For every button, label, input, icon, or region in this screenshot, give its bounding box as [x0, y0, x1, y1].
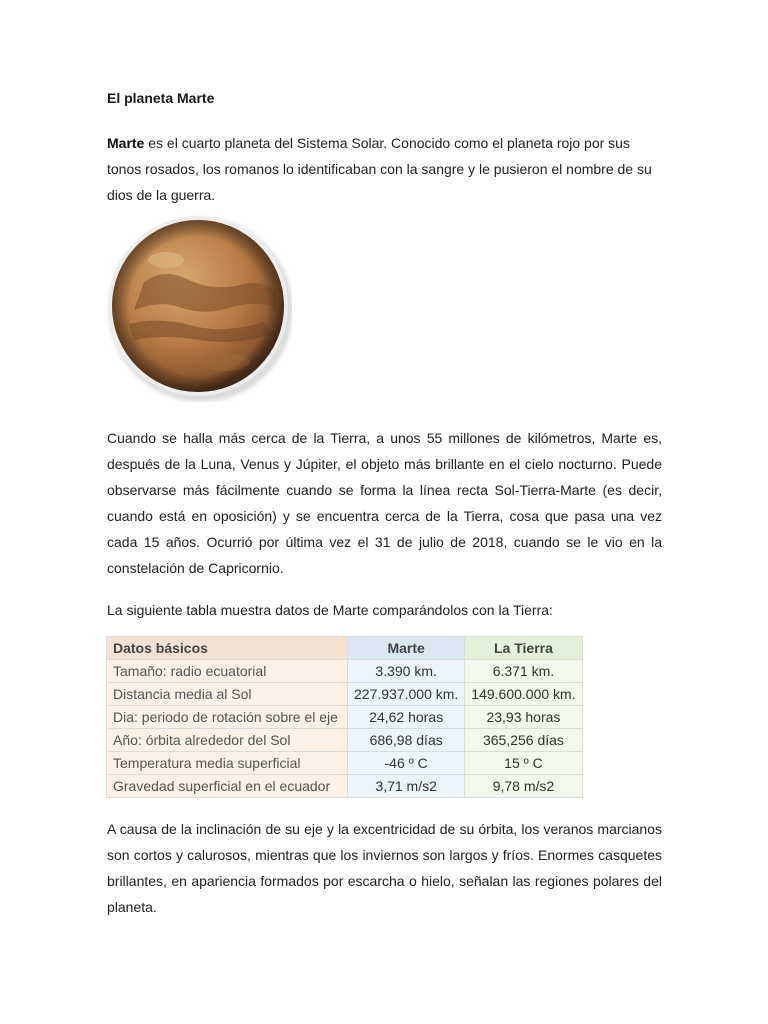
table-row: [107, 775, 583, 798]
table-header-row: [107, 637, 583, 660]
opposition-paragraph: Cuando se halla más cerca de la Tierra, a unos 55 millones de kilómetros, Marte es, después de la Luna, Venus y Júpiter, el objeto más brillante en el cielo nocturno. Puede observarse más fácilmente cuando se forma la línea recta Sol-Tierra-Marte (es decir, cuando está en oposición) y se encuentra cerca de la Tierra, cosa que pasa una vez cada 15 años. Ocurrió por última vez el 31 de julio de 2018, cuando se le vio en la constelación de Capricornio.: [107, 430, 662, 576]
earth-value: 9,78 m/s2: [465, 775, 582, 798]
mars-value: 24,62 horas: [348, 706, 465, 729]
mars-value: 3.390 km.: [348, 660, 465, 683]
page-title: El planeta Marte: [107, 90, 215, 106]
header-earth: La Tierra: [465, 637, 582, 660]
table-row: [107, 706, 583, 729]
mars-value: -46 º C: [348, 752, 465, 775]
row-label: Temperatura media superficial: [107, 752, 348, 775]
earth-value: 23,93 horas: [465, 706, 582, 729]
mars-value: 3,71 m/s2: [348, 775, 465, 798]
table-row: [107, 660, 583, 683]
mars-icon: [104, 212, 292, 402]
seasons-paragraph: A causa de la inclinación de su eje y la excentricidad de su órbita, los veranos marcianos son cortos y calurosos, mientras que los inviernos son largos y fríos. Enormes casquetes brillantes, en apariencia formados por escarcha o hielo, señalan las regiones polares del planeta.: [107, 821, 662, 915]
earth-value: 365,256 días: [465, 729, 582, 752]
mars-value: 686,98 días: [348, 729, 465, 752]
intro-bold-word: Marte: [107, 135, 145, 151]
header-mars: Marte: [348, 637, 465, 660]
mars-value: 227.937.000 km.: [348, 683, 465, 706]
earth-value: 15 º C: [465, 752, 582, 775]
comparison-table: [106, 636, 583, 798]
row-label: Año: órbita alrededor del Sol: [107, 729, 348, 752]
table-row: [107, 683, 583, 706]
intro-text: es el cuarto planeta del Sistema Solar. Conocido como el planeta rojo por sus tonos rosados, los romanos lo identificaban con la sangre y le pusieron el nombre de su dios de la guerra.: [107, 135, 652, 203]
table-row: [107, 752, 583, 775]
row-label: Gravedad superficial en el ecuador: [107, 775, 348, 798]
table-intro-paragraph: La siguiente tabla muestra datos de Marte comparándolos con la Tierra:: [107, 602, 553, 618]
intro-paragraph: [107, 130, 662, 208]
header-basic-data: Datos básicos: [107, 637, 348, 660]
mars-planet-image: [104, 212, 292, 402]
earth-value: 149.600.000 km.: [465, 683, 582, 706]
row-label: Dia: periodo de rotación sobre el eje: [107, 706, 348, 729]
earth-value: 6.371 km.: [465, 660, 582, 683]
table-row: [107, 729, 583, 752]
row-label: Tamaño: radio ecuatorial: [107, 660, 348, 683]
row-label: Distancia media al Sol: [107, 683, 348, 706]
